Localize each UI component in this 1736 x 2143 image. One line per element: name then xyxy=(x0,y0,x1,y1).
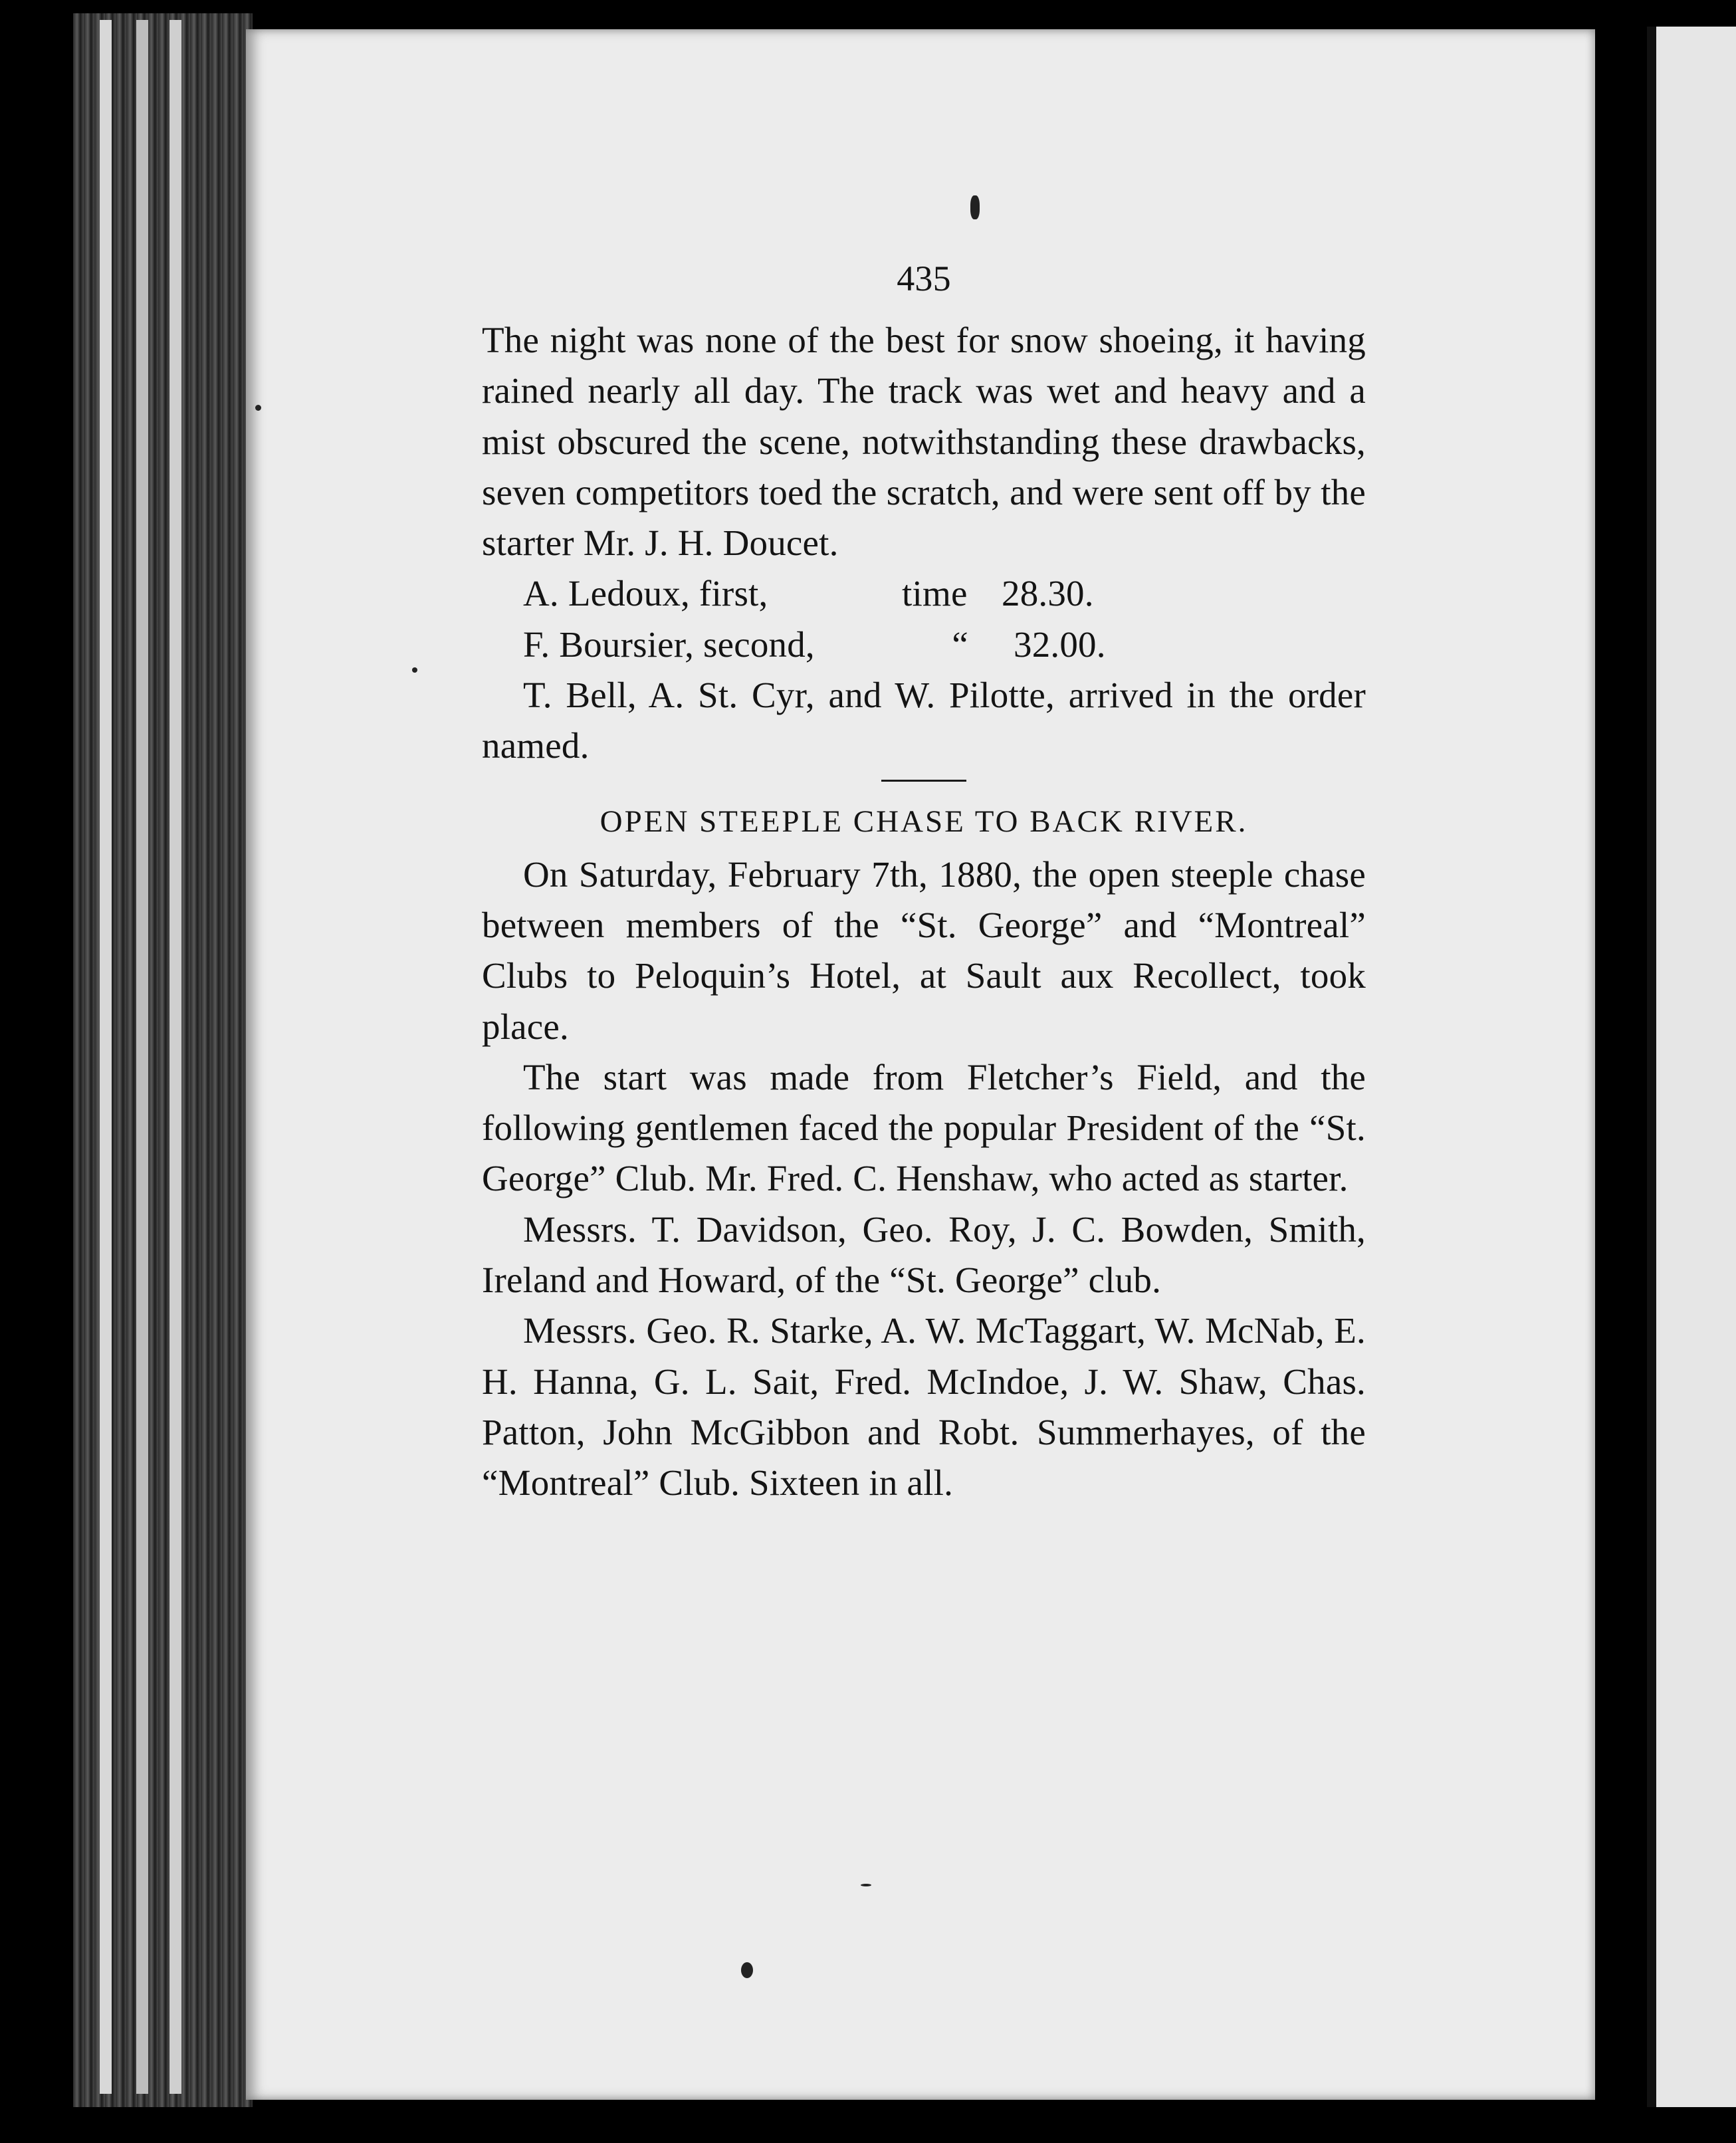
section-divider xyxy=(881,780,966,782)
page-edge-strip xyxy=(136,20,148,2094)
paragraph-start: The start was made from Fletcher’s Field, and the following gentlemen faced the popular President of the “St. George” Club. Mr. Fred. C. Henshaw, who acted as starter. xyxy=(482,1056,1366,1199)
page-edge-strip xyxy=(169,20,181,2094)
print-speck xyxy=(255,405,261,411)
print-speck xyxy=(741,1962,753,1978)
result-time: 28.30. xyxy=(1002,573,1094,614)
page-edge-strip xyxy=(100,20,112,2094)
result-time-label: time xyxy=(902,573,968,614)
facing-page-sliver xyxy=(1647,27,1736,2107)
paragraph-st-george-members: Messrs. T. Davidson, Geo. Roy, J. C. Bowden, Smith, Ireland and Howard, of the “St. George” club. xyxy=(482,1208,1366,1301)
ditto-mark: “ xyxy=(952,623,968,665)
section-heading: OPEN STEEPLE CHASE TO BACK RIVER. xyxy=(599,804,1248,839)
book-page xyxy=(246,29,1595,2100)
paragraph-event-intro: On Saturday, February 7th, 1880, the open steeple chase between members of the “St. George” and “Montreal” Clubs to Peloquin’s Hotel, at Sault aux Recollect, took place. xyxy=(482,853,1366,1047)
print-speck xyxy=(970,195,980,219)
paragraph-race-conditions: The night was none of the best for snow shoeing, it having rained nearly all day. The track was wet and heavy and a mist obscured the scene, notwithstanding these drawbacks, seven competitors toed the scratch, and were sent off by the starter Mr. J. H. Doucet. xyxy=(482,320,1366,564)
paragraph-other-finishers: T. Bell, A. St. Cyr, and W. Pilotte, arrived in the order named. xyxy=(482,675,1366,766)
paragraph-montreal-members: Messrs. Geo. R. Starke, A. W. McTaggart, W. McNab, E. H. Hanna, G. L. Sait, Fred. McIndoe, J. W. Shaw, Chas. Patton, John McGibbon and Robt. Summerhayes, of the “Montreal” Club. Sixteen in all. xyxy=(482,1310,1366,1504)
result-line-second xyxy=(482,620,1366,670)
result-name: A. Ledoux, first, xyxy=(523,573,768,614)
result-name: F. Boursier, second, xyxy=(523,623,815,665)
page-number: 435 xyxy=(897,259,951,298)
result-time: 32.00. xyxy=(1014,623,1106,665)
result-line-first xyxy=(482,568,1366,619)
page-text xyxy=(482,249,1366,1509)
print-speck xyxy=(861,1884,871,1886)
print-speck xyxy=(412,667,417,673)
